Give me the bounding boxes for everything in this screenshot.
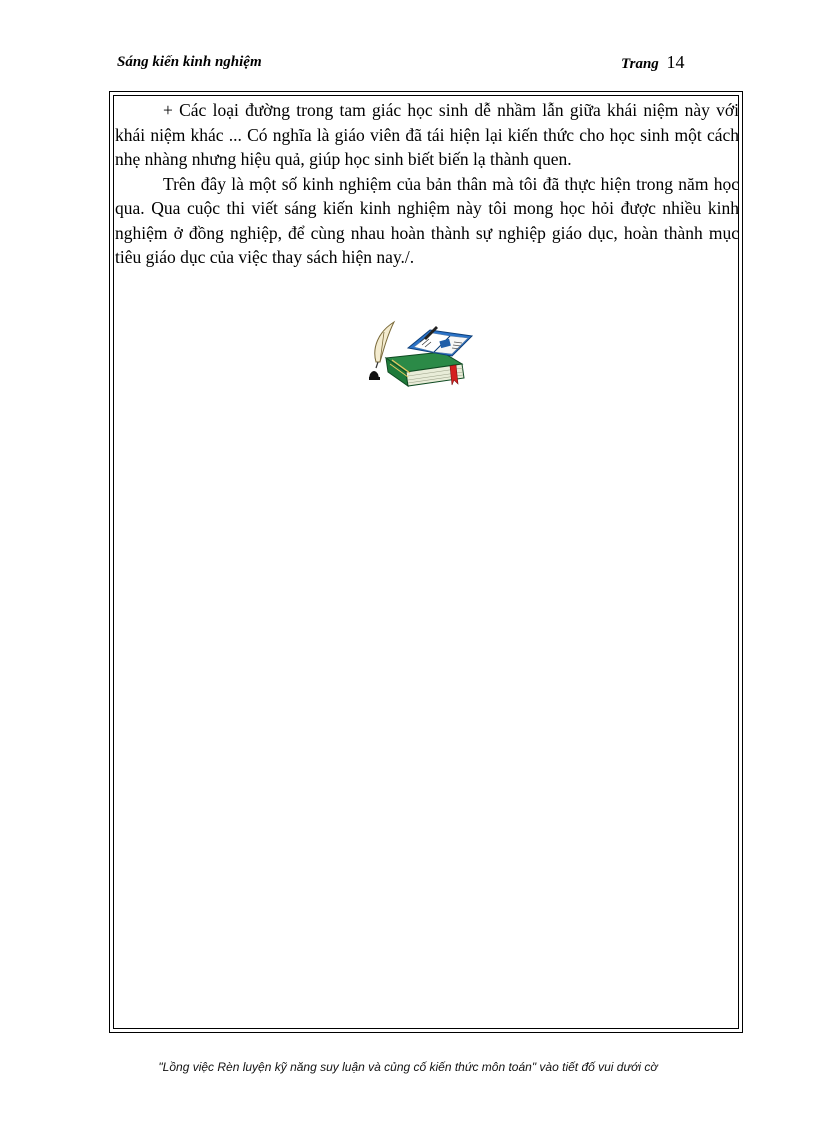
header-title: Sáng kiến kinh nghiệm xyxy=(117,54,262,70)
body-text xyxy=(115,98,739,270)
page-label: Trang xyxy=(621,56,659,72)
paragraph-2: Trên đây là một số kinh nghiệm của bản thân mà tôi đã thực hiện trong năm học qua. Qua cuộc thi viết sáng kiến kinh nghiệm này tôi mong học hỏi được nhiều kinh nghiệm ở đồng nghiệp, để cùng nhau hoàn thành sự nghiệp giáo dục, hoàn thành mục tiêu giáo dục của việc thay sách hiện nay./. xyxy=(115,173,739,267)
page-number: 14 xyxy=(666,52,685,72)
footer-text: "Lồng việc Rèn luyện kỹ năng suy luận và củng cố kiến thức môn toán" vào tiết đố vui dưới cờ xyxy=(158,1060,658,1074)
books-and-quill-icon xyxy=(364,318,476,392)
page-indicator xyxy=(621,52,685,73)
paragraph-1: + Các loại đường trong tam giác học sinh dễ nhầm lẫn giữa khái niệm này với khái niệm khác ... Có nghĩa là giáo viên đã tái hiện lại kiến thức cho học sinh một cách nhẹ nhàng nhưng hiệu quả, giúp học sinh biết biến lạ thành quen. xyxy=(115,100,739,169)
